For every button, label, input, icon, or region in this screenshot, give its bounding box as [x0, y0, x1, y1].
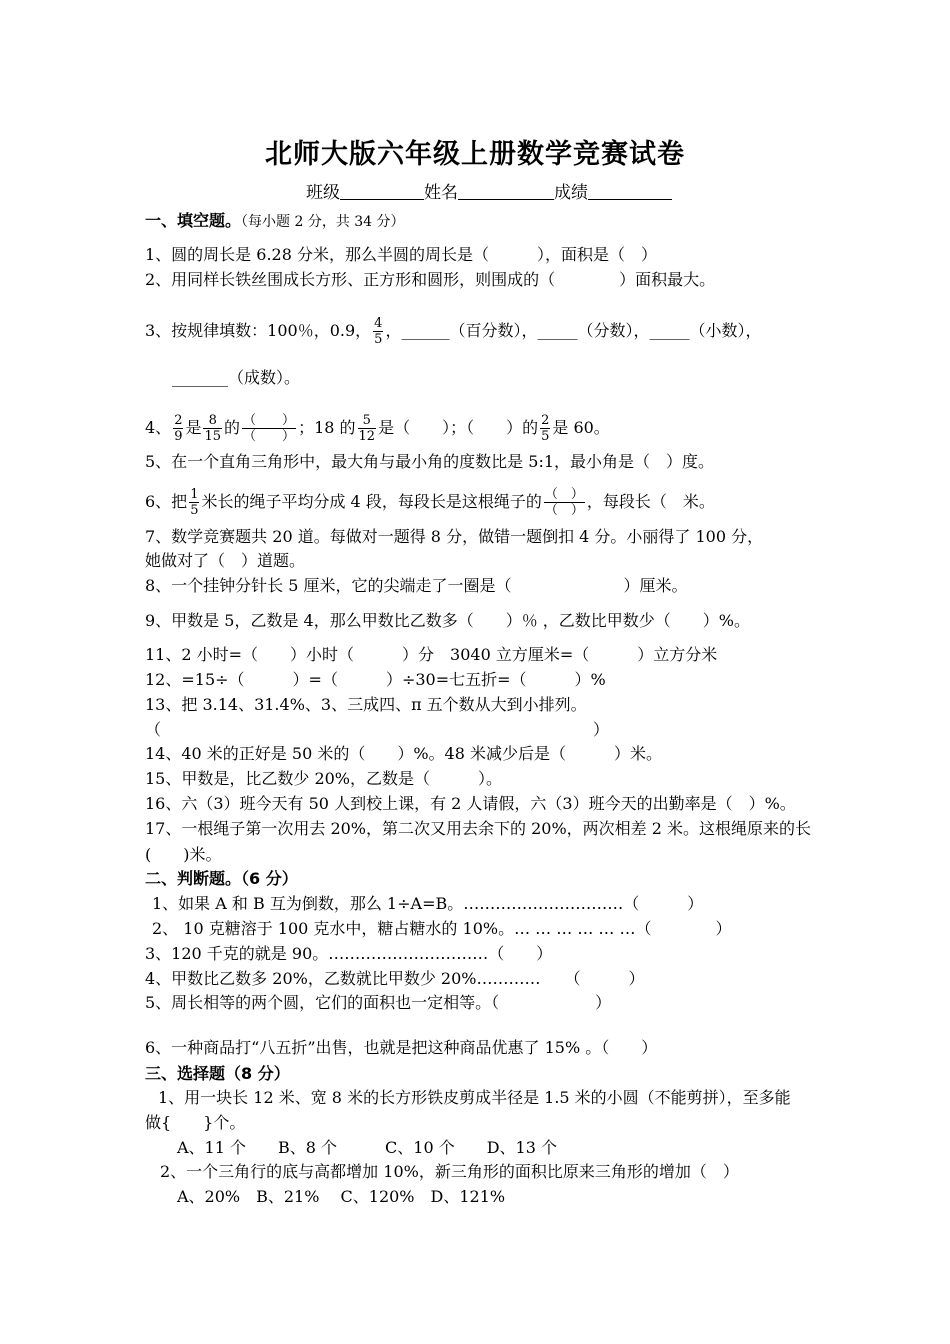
question-11: 11、2 小时=（ ）小时（ ）分 3040 立方厘米=（ ）立方分米	[145, 645, 718, 664]
question-3-continued: _______（成数）。	[172, 368, 301, 387]
fraction-numerator: 5	[358, 413, 377, 429]
fraction	[189, 487, 199, 518]
page-title: 北师大版六年级上册数学竞赛试卷	[265, 139, 685, 170]
fraction-numerator: 1	[190, 487, 199, 502]
question-6	[145, 487, 715, 518]
fraction-denominator: 12	[358, 429, 376, 444]
name-label: 姓名	[424, 183, 458, 203]
judge-6: 6、一种商品打“八五折”出售，也就是把这种商品优惠了 15% 。（ ）	[145, 1038, 658, 1057]
score-label: 成绩	[554, 183, 588, 203]
question-7-continued: 她做对了（ ）道题。	[145, 551, 306, 570]
class-label: 班级	[306, 183, 340, 203]
fraction	[358, 413, 377, 444]
choice-1-continued: 做{ }个。	[145, 1113, 246, 1132]
student-info-line	[306, 178, 672, 203]
question-4-text-f: 是 60。	[552, 418, 610, 437]
judge-5: 5、周长相等的两个圆，它们的面积也一定相等。（ ）	[145, 993, 612, 1012]
judge-1: 1、如果 A 和 B 互为倒数，那么 1÷A=B。…………………………（ ）	[152, 894, 704, 913]
choice-2-options: A、20% B、21% C、120% D、121%	[177, 1187, 506, 1206]
question-4-text-c: 的	[224, 418, 241, 437]
judge-3: 3、120 千克的就是 90。…………………………（ ）	[145, 944, 553, 963]
question-3-text-b: ，______（百分数），_____（分数），_____（小数），	[385, 321, 762, 340]
section2-heading: 二、判断题。（6 分）	[145, 869, 298, 888]
fraction-denominator: 15	[204, 429, 222, 444]
section3-heading: 三、选择题（8 分）	[145, 1064, 290, 1083]
question-4-text-a: 4、	[145, 418, 172, 437]
fraction-numerator: 2	[174, 413, 183, 428]
fraction-numerator: 2	[541, 413, 550, 428]
question-9: 9、甲数是 5，乙数是 4，那么甲数比乙数多（ ）％ ，乙数比甲数少（ ）%。	[145, 611, 751, 630]
fraction-numerator: 8	[203, 413, 222, 429]
question-4	[145, 413, 610, 444]
choice-1-options: A、11 个 B、8 个 C、10 个 D、13 个	[177, 1138, 557, 1157]
question-6-text-c: ，每段长（ 米。	[586, 492, 715, 511]
question-17-continued: ( )米。	[145, 845, 222, 864]
fraction-denominator: 5	[374, 332, 383, 347]
name-blank[interactable]	[458, 182, 554, 200]
score-blank[interactable]	[588, 182, 672, 200]
question-17: 17、一根绳子第一次用去 20%，第二次又用去余下的 20%，两次相差 2 米。这根绳原来的长	[145, 819, 812, 838]
section1-heading: 一、填空题。	[145, 211, 242, 230]
question-4-text-b: 是	[185, 418, 202, 437]
question-6-text-b: 米长的绳子平均分成 4 段，每段长是这根绳子的	[201, 492, 542, 511]
fraction-numerator: 4	[374, 316, 383, 331]
fraction-blank[interactable]	[544, 487, 585, 518]
fraction-denominator: （ ）	[243, 429, 296, 444]
fraction-numerator: （ ）	[544, 487, 584, 502]
question-12: 12、=15÷（ ）=（ ）÷30=七五折=（ ）%	[145, 670, 606, 689]
question-13: 13、把 3.14、31.4%、3、三成四、π 五个数从大到小排列。	[145, 695, 587, 714]
fraction	[173, 413, 183, 444]
question-14: 14、40 米的正好是 50 米的（ ）%。48 米减少后是（ ）米。	[145, 744, 662, 763]
fraction	[203, 413, 222, 444]
question-8: 8、一个挂钟分针长 5 厘米，它的尖端走了一圈是（ ）厘米。	[145, 576, 688, 595]
question-1: 1、圆的周长是 6.28 分米，那么半圆的周长是（ ），面积是（ ）	[145, 245, 657, 264]
question-15: 15、甲数是，比乙数少 20%，乙数是（ ）。	[145, 769, 503, 788]
fraction-denominator: 9	[174, 429, 183, 444]
question-13-answer-blank[interactable]: （ ）	[145, 720, 610, 739]
question-3	[145, 316, 761, 347]
fraction-numerator: （ ）	[243, 413, 296, 428]
fraction-denominator: 5	[541, 429, 550, 444]
question-4-text-d: ；18 的	[298, 418, 356, 437]
fraction-blank[interactable]	[242, 413, 296, 444]
section1-note: （每小题 2 分，共 34 分）	[241, 214, 405, 230]
question-2: 2、用同样长铁丝围成长方形、正方形和圆形，则围成的（ ）面积最大。	[145, 270, 716, 289]
judge-4: 4、甲数比乙数多 20%，乙数就比甲数少 20%………… （ ）	[145, 969, 645, 988]
fraction-denominator: 5	[190, 503, 199, 518]
question-7: 7、数学竞赛题共 20 道。每做对一题得 8 分，做错一题倒扣 4 分。小丽得了 100 分，	[145, 527, 764, 546]
question-4-text-e: 是（ ）；（ ）的	[378, 418, 539, 437]
fraction-denominator: （ ）	[544, 503, 584, 518]
question-6-text-a: 6、把	[145, 492, 188, 511]
question-5: 5、在一个直角三角形中，最大角与最小角的度数比是 5:1，最小角是（ ）度。	[145, 452, 715, 471]
judge-2: 2、 10 克糖溶于 100 克水中，糖占糖水的 10%。… … … … … …（ ）	[152, 919, 732, 938]
class-blank[interactable]	[340, 182, 424, 200]
question-3-text-a: 3、按规律填数：100％，0.9，	[145, 321, 372, 340]
choice-1: 1、用一块长 12 米、宽 8 米的长方形铁皮剪成半径是 1.5 米的小圆（不能剪拼），至多能	[158, 1088, 791, 1107]
choice-2: 2、一个三角行的底与高都增加 10%，新三角形的面积比原来三角形的增加（ ）	[160, 1162, 739, 1181]
question-16: 16、六（3）班今天有 50 人到校上课，有 2 人请假，六（3）班今天的出勤率是（ ）%。	[145, 794, 796, 813]
fraction	[540, 413, 550, 444]
fraction	[373, 316, 383, 347]
section1-heading-line	[145, 211, 405, 232]
